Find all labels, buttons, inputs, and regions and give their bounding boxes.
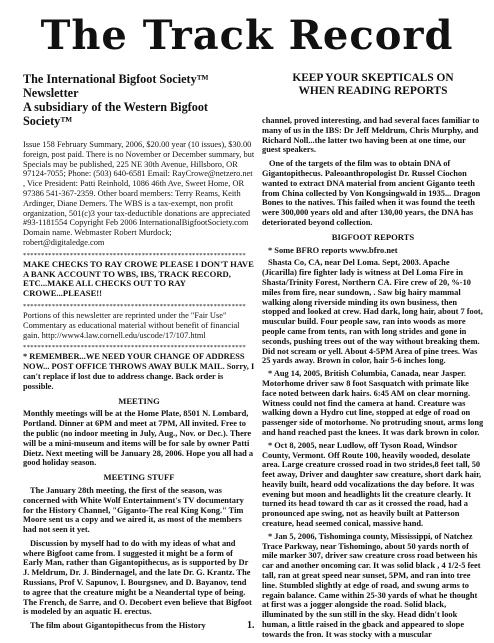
meeting-stuff-paragraph: The January 28th meeting, the first of the season, was concerned with White Wolf Entertainment's TV documentary for the History Channel, "Giganto-The real King Kong." Tim Moore sent us a copy and we aired it, as most of the members had not seen it yet. (23, 485, 244, 535)
divider-rule: ************************************************************** (23, 302, 247, 310)
meeting-title: MEETING (118, 395, 160, 406)
skepticals-heading: KEEP YOUR SKEPTICALS ON (292, 72, 454, 84)
continued-paragraph: One of the targets of the film was to obtain DNA of Gigantopithecus. Paleoanthropologist Dr. Russel Ciochon wanted to extract DNA material from ancient Giganto teeth from China collected by Von Kongsingwald in 1935... Dragon Bones to the natives. This failed when it was found the teeth were 300,000 years old and after 130,00 years, the DNA has deteriorated beyond collection. (262, 159, 481, 227)
issue-info: Issue 158 February Summary, 2006, $20.00 year (10 issues), $30.00 foreign, post paid. There is no November or December summary, but Specials may be published, 225 NE 30th Avenue, Hillsboro, OR 97124-7055; Phone: (503) 640-6581 Email: RayCrowe@netzero.net , Vice President: Patti Reinhold, 1086 46th Ave, Sweet Home, OR 97386 541-367-2359. Other board members: Terry Reams, Keith Ardinger, Diane Demers. The WBS is a tax-exempt, non profit organization, 501(c)3 your tax-deductible donations are appreciated #93-1181554 Copyright Feb 2006 InternationalBigfootSociety.com Domain name. Webmaster Robert Murdock; robert@digitaledge.com (23, 140, 255, 247)
meeting-stuff-paragraph: The film about Gigantopithecus from the History (30, 621, 206, 631)
divider-rule: ************************************************************** (23, 251, 247, 259)
page-number: 1. (247, 620, 255, 631)
divider-rule: ************************************************************** (23, 344, 247, 352)
skepticals-subheading: WHEN READING REPORTS (298, 85, 448, 97)
bigfoot-reports-title: BIGFOOT REPORTS (331, 231, 415, 242)
address-notice: * REMEMBER...WE NEED YOUR CHANGE OF ADDRESS NOW... POST OFFICE THROWS AWAY BULK MAIL. Sorry, I can't replace if lost due to address change. Back order is possible. (23, 352, 255, 391)
right-column (262, 72, 484, 643)
meeting-stuff-title: MEETING STUFF (103, 472, 175, 483)
fair-use-notice: Portions of this newsletter are reprinted under the "Fair Use" Commentary as educational material without benefit of financial gain. http://www4.law.cornell.edu/uscode/17/107.html (23, 310, 240, 340)
report-item: * Oct 8, 2005, near Ludlow, off Tyson Road, Windsor County, Vermont. Off Route 100, heavily wooded, desolate area. Large creature crossed road in two strides,8 feet tall, 50 feet away, Driver and daughter saw creature, short dark hair, heavily built, heard odd vocalizations the day before. It was evening but moon and headlights lit the creature clearly. It turned its head toward th car as it crossed the road, had a pronounced ape swing, not as heavily built at Patterson creature, head seemed conical, massive hand. (262, 440, 482, 529)
left-column (23, 72, 255, 635)
newsletter-subheading: A subsidiary of the Western Bigfoot Society™ (23, 100, 208, 128)
meeting-stuff-paragraph: Discussion by myself had to do with my ideas of what and where Bigfoot came from. I suggested it might be a form of Early Man, rather than Gigantopithecus, as is supported by Dr J. Meldrum, Dr. J. Bindernagel, and the late Dr. G. Krantz. The Russians, Prof V. Sapunov, I. Bourgsnev, and D. Bayanov, tend to agree that the creature might be a Neandertal type of being. The French, de Sarre, and O. Decobert even believe that Bigfoot is modeled by an aquatic H. erectus. (23, 538, 252, 617)
bfro-line: * Some BFRO reports www.bfro.net (268, 245, 398, 255)
meeting-text: Monthly meetings will be at the Home Plate, 8501 N. Lombard, Portland. Dinner at 6PM and meet at 7PM, All invited. Free to the public (no indoor meeting in July, Aug., Nov. or Dec.). There will be a mini-museum and items will be for sale by owner Patti Dietz. Next meeting will be January 28, 2006. Hope you all had a good holiday season. (23, 409, 254, 468)
report-item: * Jan 5, 2006, Tishominga county, Mississippi, of Natchez Trace Parkway, near Tishomingo, about 50 yards north of mile marker 307, driver saw creature cross road between his car and another oncoming car. It was solid black , 4 1/2-5 feet tall, ran at great speed near sunset, 5PM, and ran into tree line. Stumbled slightly at edge of road, and swung arms to regain balance. Came within 25-30 yards of what he thought at first was a jogger alongside the road. Solid black, illuminated by the sun still in the sky. Head didn't look human, a little raised in the gback and appeared to slope towards the fron. It was stocky with a muscular (262, 531, 481, 639)
report-item: * Aug 14, 2005, British Columbia, Canada, near Jasper. Motorhome driver saw 8 foot Sasquatch with primate like face noted between dark hairs. 6:45 AM on clear morning. Witness could not find the camera at hand. Creature was walking down a Hydro cut line, stopped at edge of road on passenger side of motorhome. No protruding snout, arms long and hand reached past the knees. It was dark brown in color. (262, 369, 484, 437)
newsletter-heading: The International Bigfoot Society™ Newsletter (23, 72, 209, 100)
checks-notice: MAKE CHECKS TO RAY CROWE PLEASE I DON'T HAVE A BANK ACCOUNT TO WBS, IBS, TRACK RECORD, ETC...MAKE ALL CHECKS OUT TO RAY CROWE...PLEASE!! (23, 258, 254, 299)
masthead-title: The Track Record (40, 12, 454, 59)
continued-paragraph: channel, proved interesting, and had several faces familiar to many of us in the IBS: Dr Jeff Meldrum, Chris Murphy, and Richard Noll...the latter two having been at one time, our guest speakers. (262, 116, 480, 155)
report-item: Shasta Co, CA, near Del Loma. Sept, 2003. Apache (Jicarilla) fire fighter lady is witness at Del Loma Fire in Shasta/Trinity Forest, Northern CA. Fire crew of 20, %-10 miles from fire, near sundown, . Saw big hairy mammal walking along riverside minding its own business, then stopped and looked at crew. Had dark, long hair, about 7 foot, muscular build. Four people saw, ran into woods as more people came from tents, ran with long strides and gone in seconds, pushing trees out of the way without breaking them. Did not scream or yell. About 4-5PM Area of pine trees. Was 25 yards away. Brown in color, hair 5-6 inches long. (262, 258, 483, 366)
